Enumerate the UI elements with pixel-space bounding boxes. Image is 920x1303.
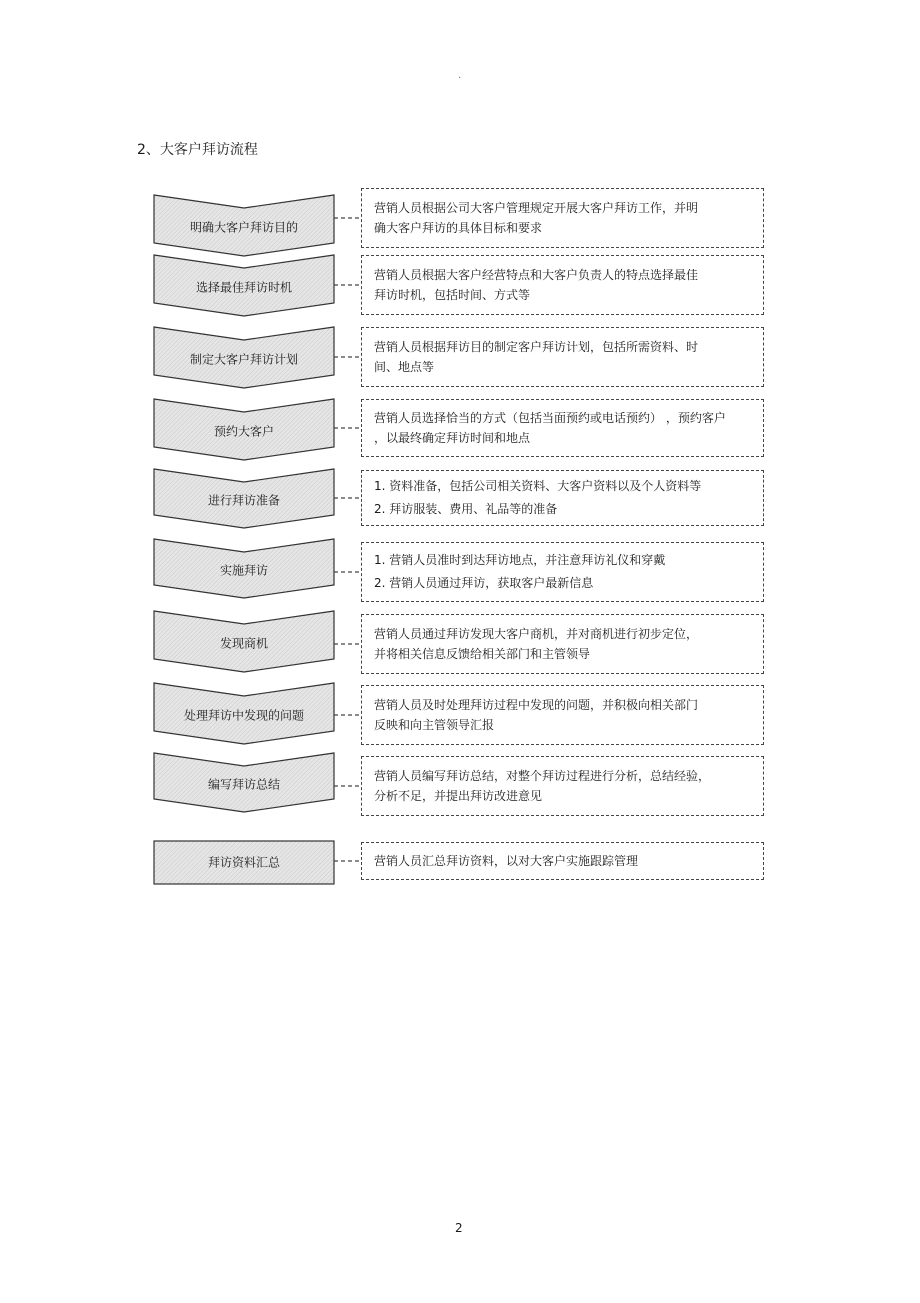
step-description	[361, 470, 764, 526]
description-line: 营销人员及时处理拜访过程中发现的问题，并积极向相关部门	[374, 698, 699, 712]
description-line: 间、地点等	[374, 360, 435, 374]
description-line: ，以最终确定拜访时间和地点	[374, 431, 531, 445]
step-label: 选择最佳拜访时机	[195, 280, 293, 295]
step-label: 发现商机	[219, 636, 269, 651]
step-label: 处理拜访中发现的问题	[183, 708, 305, 723]
step-label: 预约大客户	[213, 424, 275, 439]
description-line: 营销人员选择恰当的方式（包括当面预约或电话预约） ，预约客户	[374, 411, 726, 425]
description-line: 拜访时机，包括时间、方式等	[374, 288, 531, 302]
description-line: 2. 营销人员通过拜访，获取客户最新信息	[374, 576, 594, 590]
description-line: 营销人员编写拜访总结，对整个拜访过程进行分析，总结经验，	[374, 769, 711, 783]
step-description	[361, 614, 764, 674]
description-line: 营销人员汇总拜访资料，以对大客户实施跟踪管理	[374, 854, 639, 868]
step-label: 编写拜访总结	[207, 777, 281, 792]
step-description	[361, 327, 764, 387]
page-marker: .	[458, 70, 462, 81]
step-description	[361, 188, 764, 248]
description-line: 确大客户拜访的具体目标和要求	[374, 221, 543, 235]
step-label: 拜访资料汇总	[207, 855, 281, 870]
step-label: 实施拜访	[219, 563, 269, 578]
step-description	[361, 756, 764, 816]
step-description	[361, 685, 764, 745]
description-line: 分析不足，并提出拜访改进意见	[374, 789, 543, 803]
description-line: 营销人员根据公司大客户管理规定开展大客户拜访工作，并明	[374, 201, 699, 215]
step-label: 制定大客户拜访计划	[189, 352, 299, 367]
description-line: 2. 拜访服装、费用、礼品等的准备	[374, 502, 558, 516]
description-line: 反映和向主管领导汇报	[374, 718, 495, 732]
page-number: 2	[455, 1221, 463, 1235]
description-line: 1. 营销人员准时到达拜访地点，并注意拜访礼仪和穿戴	[374, 553, 666, 567]
section-heading: 2、大客户拜访流程	[137, 142, 258, 158]
step-label: 明确大客户拜访目的	[189, 220, 299, 235]
description-line: 营销人员根据大客户经营特点和大客户负责人的特点选择最佳	[374, 268, 699, 282]
step-description	[361, 399, 764, 457]
description-line: 1. 资料准备，包括公司相关资料、大客户资料以及个人资料等	[374, 479, 702, 493]
step-label: 进行拜访准备	[207, 493, 281, 508]
step-description	[361, 542, 764, 602]
description-line: 并将相关信息反馈给相关部门和主管领导	[374, 647, 591, 661]
description-line: 营销人员通过拜访发现大客户商机，并对商机进行初步定位，	[374, 627, 699, 641]
description-line: 营销人员根据拜访目的制定客户拜访计划，包括所需资料、时	[374, 340, 699, 354]
step-description	[361, 255, 764, 315]
step-description	[361, 842, 764, 880]
